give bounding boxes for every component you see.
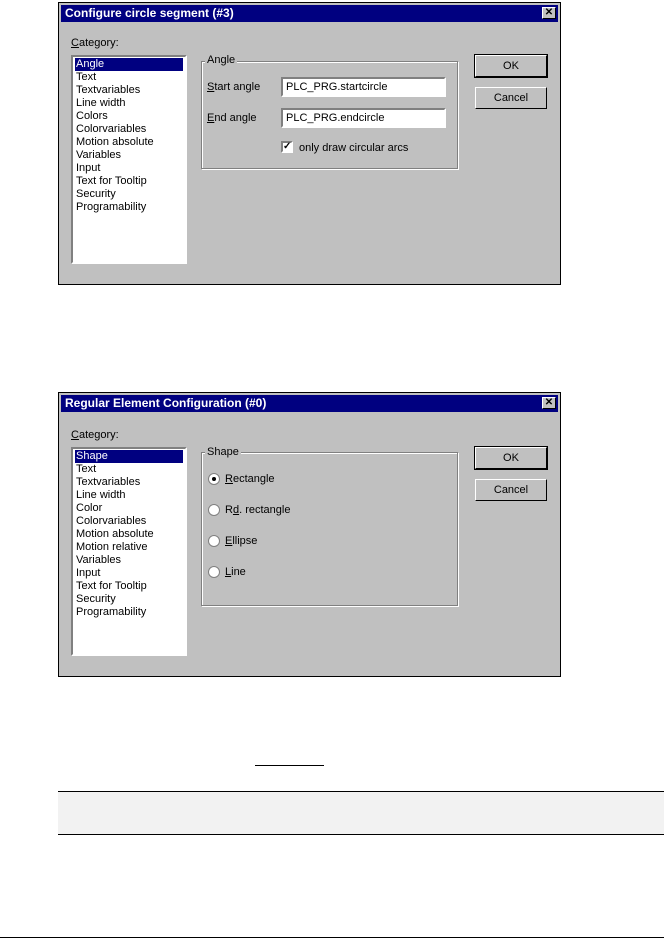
category-label: Category: — [71, 429, 119, 441]
category-item-line-width[interactable]: Line width — [76, 489, 126, 501]
angle-group-title: Angle — [207, 54, 236, 66]
category-item-angle[interactable]: Angle — [75, 58, 183, 71]
category-item-colorvariables[interactable]: Colorvariables — [76, 515, 147, 527]
cancel-button[interactable]: Cancel — [475, 479, 547, 501]
category-item-programability[interactable]: Programability — [76, 201, 147, 213]
category-list[interactable] — [71, 55, 187, 264]
end-angle-input[interactable]: PLC_PRG.endcircle — [281, 108, 446, 128]
category-item-security[interactable]: Security — [76, 593, 116, 605]
start-angle-input[interactable]: PLC_PRG.startcircle — [281, 77, 446, 97]
category-item-textvariables[interactable]: Textvariables — [76, 476, 141, 488]
category-item-colorvariables[interactable]: Colorvariables — [76, 123, 147, 135]
category-item-shape[interactable]: Shape — [75, 450, 183, 463]
shape-group-title: Shape — [207, 446, 239, 458]
shape-radio-rd-rectangle[interactable] — [208, 504, 220, 516]
close-icon[interactable]: ✕ — [542, 7, 556, 19]
dialog-title: Configure circle segment (#3) — [65, 6, 234, 20]
ok-button[interactable]: OK — [475, 447, 547, 469]
category-label: Category: — [71, 37, 119, 49]
category-item-input[interactable]: Input — [76, 162, 101, 174]
dialog-title-bar[interactable] — [61, 395, 558, 412]
radio-selected-dot — [212, 477, 216, 481]
category-item-motion-absolute[interactable]: Motion absolute — [76, 528, 154, 540]
category-item-textvariables[interactable]: Textvariables — [76, 84, 141, 96]
category-item-security[interactable]: Security — [76, 188, 116, 200]
category-item-text[interactable]: Text — [76, 463, 97, 475]
shape-radio-rectangle[interactable] — [208, 473, 220, 485]
category-item-line-width[interactable]: Line width — [76, 97, 126, 109]
configure-circle-segment-dialog — [58, 2, 561, 285]
shape-label-rd-rectangle: Rd. rectangle — [225, 504, 291, 516]
cancel-button[interactable]: Cancel — [475, 87, 547, 109]
category-item-motion-relative[interactable]: Motion relative — [76, 541, 148, 553]
category-list[interactable] — [71, 447, 187, 656]
close-icon[interactable]: ✕ — [542, 397, 556, 409]
shape-label-rectangle: Rectangle — [225, 473, 275, 485]
regular-element-configuration-dialog — [58, 392, 561, 677]
category-item-text-for-tooltip[interactable]: Text for Tooltip — [76, 580, 147, 592]
shape-label-line: Line — [225, 566, 246, 578]
divider-short — [255, 765, 324, 766]
shape-radio-line[interactable] — [208, 566, 220, 578]
category-item-variables[interactable]: Variables — [76, 149, 122, 161]
shape-label-ellipse: Ellipse — [225, 535, 258, 547]
circular-arcs-checkbox[interactable]: ✓ — [283, 141, 292, 152]
category-item-text[interactable]: Text — [76, 71, 97, 83]
category-item-variables[interactable]: Variables — [76, 554, 122, 566]
category-item-color[interactable]: Color — [76, 502, 103, 514]
ok-button[interactable]: OK — [475, 55, 547, 77]
category-item-programability[interactable]: Programability — [76, 606, 147, 618]
category-item-motion-absolute[interactable]: Motion absolute — [76, 136, 154, 148]
note-box — [58, 791, 664, 835]
category-item-text-for-tooltip[interactable]: Text for Tooltip — [76, 175, 147, 187]
category-item-input[interactable]: Input — [76, 567, 101, 579]
dialog-title-bar[interactable] — [61, 5, 558, 22]
start-angle-label: Start angle — [207, 81, 261, 93]
end-angle-label: End angle — [207, 112, 257, 124]
shape-radio-ellipse[interactable] — [208, 535, 220, 547]
category-item-colors[interactable]: Colors — [76, 110, 108, 122]
page-rule — [0, 937, 664, 938]
circular-arcs-label: only draw circular arcs — [299, 142, 409, 154]
dialog-title: Regular Element Configuration (#0) — [65, 396, 267, 410]
